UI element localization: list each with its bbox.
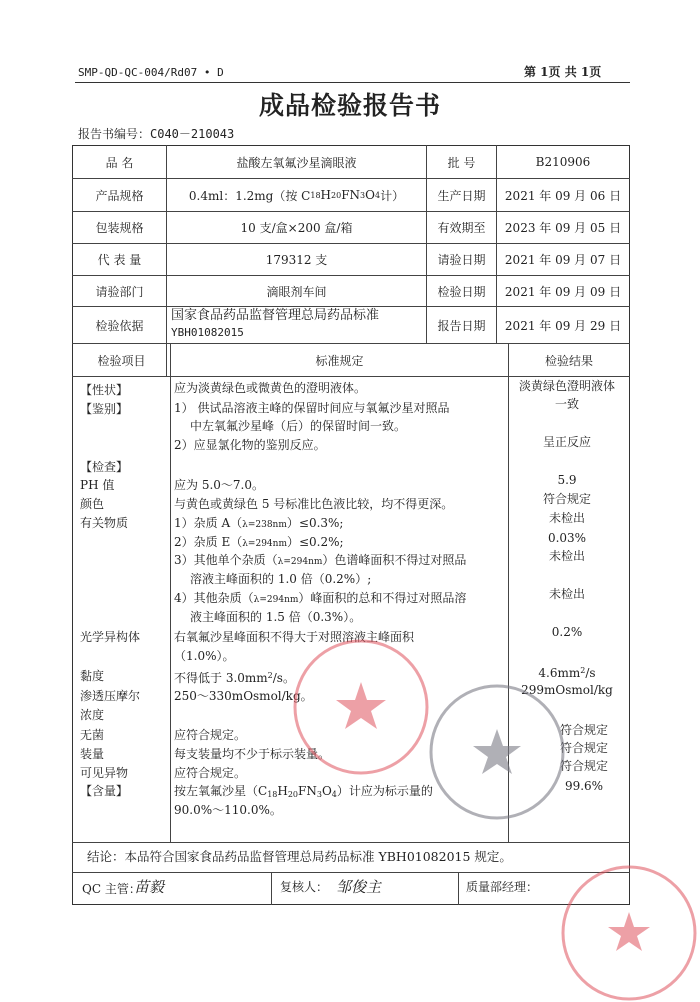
item-osmotic-line2: 浓度 — [80, 708, 105, 722]
expiry-label: 有效期至 — [437, 221, 486, 235]
spec-text: 0.4ml：1.2mg（按 C — [188, 188, 311, 203]
standard-text: 不得低于 3.0mm — [174, 671, 268, 685]
red-company-seal — [292, 638, 430, 776]
standard-line — [174, 590, 466, 608]
standard-text: 3）其他单个杂质（ — [174, 553, 278, 567]
standard-line: 每支装量均不少于标示装量。 — [174, 747, 331, 761]
report-number: 报告书编号：C040－210043 — [78, 127, 235, 141]
standard-line: 溶液主峰面积的 1.0 倍（0.2%）; — [190, 572, 372, 586]
mfg-date-label: 生产日期 — [437, 188, 486, 203]
standard-line: 应符合规定。 — [174, 766, 247, 780]
qc-supervisor-signature: 苗毅 — [134, 878, 165, 896]
col-divider — [458, 872, 459, 905]
item-content: 【含量】 — [80, 784, 129, 798]
standard-text: ）≤0.2%; — [286, 535, 344, 549]
result-value: 符合规定 — [559, 759, 608, 773]
result-value: 呈正反应 — [542, 435, 591, 449]
standard-text: ）色谱峰面积不得过对照品 — [322, 553, 467, 567]
dept-value: 滴眼剂车间 — [266, 284, 327, 299]
sample-value: 179312 支 — [265, 253, 328, 267]
page-info: 第 1页 共 1页 — [524, 65, 602, 79]
quality-department-seal — [560, 864, 698, 1002]
result-value: 符合规定 — [559, 723, 608, 737]
batch-value: B210906 — [535, 155, 591, 169]
standard-line: 应为 5.0～7.0。 — [174, 478, 264, 492]
spec-value — [167, 179, 426, 211]
grey-inspection-seal — [428, 683, 566, 821]
standard-line: 90.0%～110.0%。 — [174, 803, 282, 817]
request-date-label: 请验日期 — [437, 253, 486, 267]
formula-element: FN — [298, 784, 317, 798]
standard-line — [174, 534, 344, 552]
product-label: 品 名 — [105, 155, 134, 170]
basis-label: 检验依据 — [95, 318, 144, 333]
result-value: 未检出 — [548, 549, 585, 563]
standard-line: 液主峰面积的 1.5 倍（0.3%）。 — [190, 610, 362, 624]
standard-text: 2）杂质 E（ — [174, 535, 243, 549]
item-color: 颜色 — [80, 497, 105, 511]
batch-label: 批 号 — [447, 155, 476, 170]
product-value: 盐酸左氧氟沙星滴眼液 — [236, 155, 357, 170]
pack-value: 10 支/盒×200 盒/箱 — [240, 221, 353, 235]
header-rule — [75, 82, 630, 83]
report-date-label: 报告日期 — [437, 318, 486, 333]
result-value: 一致 — [554, 397, 579, 411]
result-value: 299mOsmol/kg — [521, 683, 613, 697]
item-fill-volume: 装量 — [80, 747, 105, 761]
standard-line: 应符合规定。 — [174, 728, 247, 742]
conclusion: 结论：本品符合国家食品药品监督管理总局药品标准 YBH01082015 规定。 — [87, 849, 512, 864]
wavelength: λ=294nm — [253, 595, 299, 605]
standard-line: 250～330mOsmol/kg。 — [174, 689, 313, 703]
document-code: SMP-QD-QC-004/Rd07 • D — [78, 66, 224, 79]
standard-line: 与黄色或黄绿色 5 号标准比色液比较，均不得更深。 — [174, 497, 454, 511]
superscript: 2 — [267, 671, 273, 680]
standard-line — [174, 783, 433, 803]
standard-line — [174, 668, 295, 686]
result-value: 0.2% — [551, 625, 583, 639]
result-value: 淡黄绿色澄明液体 — [518, 379, 615, 393]
result-text: 4.6mm — [538, 666, 581, 680]
standard-line: 右氧氟沙星峰面积不得大于对照溶液主峰面积 — [174, 630, 415, 644]
item-xingzhuang: 【性状】 — [80, 383, 129, 397]
formula-subscript: 3 — [360, 190, 366, 200]
item-optical-isomer: 光学异构体 — [80, 630, 141, 644]
wavelength: λ=294nm — [242, 539, 287, 549]
request-date-value: 2021 年 09 月 07 日 — [504, 253, 622, 267]
pack-label: 包装规格 — [95, 221, 144, 235]
standard-line: （1.0%）。 — [174, 649, 235, 663]
row-divider — [72, 872, 630, 873]
formula-element: O — [365, 188, 375, 202]
superscript: 2 — [580, 666, 586, 675]
result-value: 未检出 — [548, 511, 585, 525]
standard-text: ）峰面积的总和不得过对照品溶 — [298, 591, 467, 605]
wavelength: λ=294nm — [277, 557, 323, 567]
formula-subscript: 20 — [287, 790, 299, 799]
result-value: 0.03% — [547, 531, 587, 545]
qa-manager-label: 质量部经理： — [466, 880, 539, 894]
item-related-substances: 有关物质 — [80, 516, 129, 530]
standard-text: 1）杂质 A（ — [174, 516, 243, 530]
result-value: 5.9 — [557, 473, 577, 487]
basis-value-line2: YBH01082015 — [171, 326, 244, 339]
standard-header: 标准规定 — [315, 353, 364, 368]
result-text: /s — [585, 666, 596, 680]
standard-line: 应为淡黄绿色或微黄色的澄明液体。 — [174, 381, 367, 395]
item-viscosity: 黏度 — [80, 669, 105, 683]
result-value: 99.6% — [564, 779, 604, 793]
standard-line — [174, 552, 466, 570]
reviewer-signature: 邹俊主 — [336, 878, 382, 896]
standard-line: 中左氧氟沙星峰（后）的保留时间一致。 — [190, 419, 407, 433]
standard-line: 1） 供试品溶液主峰的保留时间应与氧氟沙星对照品 — [174, 401, 450, 415]
item-jiancha: 【检查】 — [80, 460, 129, 474]
standard-line — [174, 515, 343, 533]
basis-value-line1: 国家食品药品监督管理总局药品标准 — [171, 308, 380, 323]
standard-text: /s。 — [272, 671, 295, 685]
report-date-value: 2021 年 09 月 29 日 — [504, 318, 622, 333]
item-osmotic-line1: 渗透压摩尔 — [80, 689, 141, 703]
item-visible-particles: 可见异物 — [80, 766, 129, 780]
spec-text: 计） — [380, 188, 405, 203]
qc-supervisor-label: QC 主管： — [82, 882, 141, 896]
test-date-label: 检验日期 — [437, 284, 486, 299]
result-value — [507, 663, 627, 681]
row-divider — [72, 842, 630, 843]
standard-line: 2）应显氯化物的鉴别反应。 — [174, 438, 326, 452]
result-header: 检验结果 — [544, 353, 593, 368]
page-title: 成品检验报告书 — [258, 91, 441, 120]
expiry-value: 2023 年 09 月 05 日 — [504, 221, 622, 235]
test-date-value: 2021 年 09 月 09 日 — [504, 284, 622, 299]
col-divider — [170, 343, 171, 842]
formula-element: O — [321, 784, 332, 798]
formula-subscript: 18 — [310, 190, 321, 200]
formula-subscript: 20 — [331, 190, 342, 200]
reviewer-label: 复核人： — [280, 880, 329, 894]
formula-subscript: 4 — [374, 190, 381, 200]
sample-label: 代 表 量 — [97, 253, 142, 267]
wavelength: λ=238nm — [242, 520, 287, 530]
standard-text: ）计应为标示量的 — [336, 784, 433, 798]
item-jianbie: 【鉴别】 — [80, 402, 129, 416]
result-value: 未检出 — [548, 587, 585, 601]
formula-subscript: 18 — [267, 790, 278, 799]
formula-element: H — [320, 188, 332, 202]
mfg-date-value: 2021 年 09 月 06 日 — [504, 188, 622, 203]
row-divider — [72, 376, 630, 377]
col-divider — [271, 872, 272, 905]
standard-text: 4）其他杂质（ — [174, 591, 254, 605]
standard-text: 按左氧氟沙星（C — [174, 784, 268, 798]
item-header: 检验项目 — [97, 353, 146, 368]
result-value: 符合规定 — [559, 741, 608, 755]
formula-element: FN — [341, 188, 361, 202]
dept-label: 请验部门 — [95, 284, 144, 299]
formula-subscript: 3 — [316, 790, 322, 799]
item-sterility: 无菌 — [80, 728, 105, 742]
formula-subscript: 4 — [331, 790, 337, 799]
result-value: 符合规定 — [542, 492, 591, 506]
item-ph: PH 值 — [80, 478, 115, 492]
standard-text: ）≤0.3%; — [286, 516, 344, 530]
spec-label: 产品规格 — [95, 188, 144, 203]
formula-element: H — [277, 784, 288, 798]
